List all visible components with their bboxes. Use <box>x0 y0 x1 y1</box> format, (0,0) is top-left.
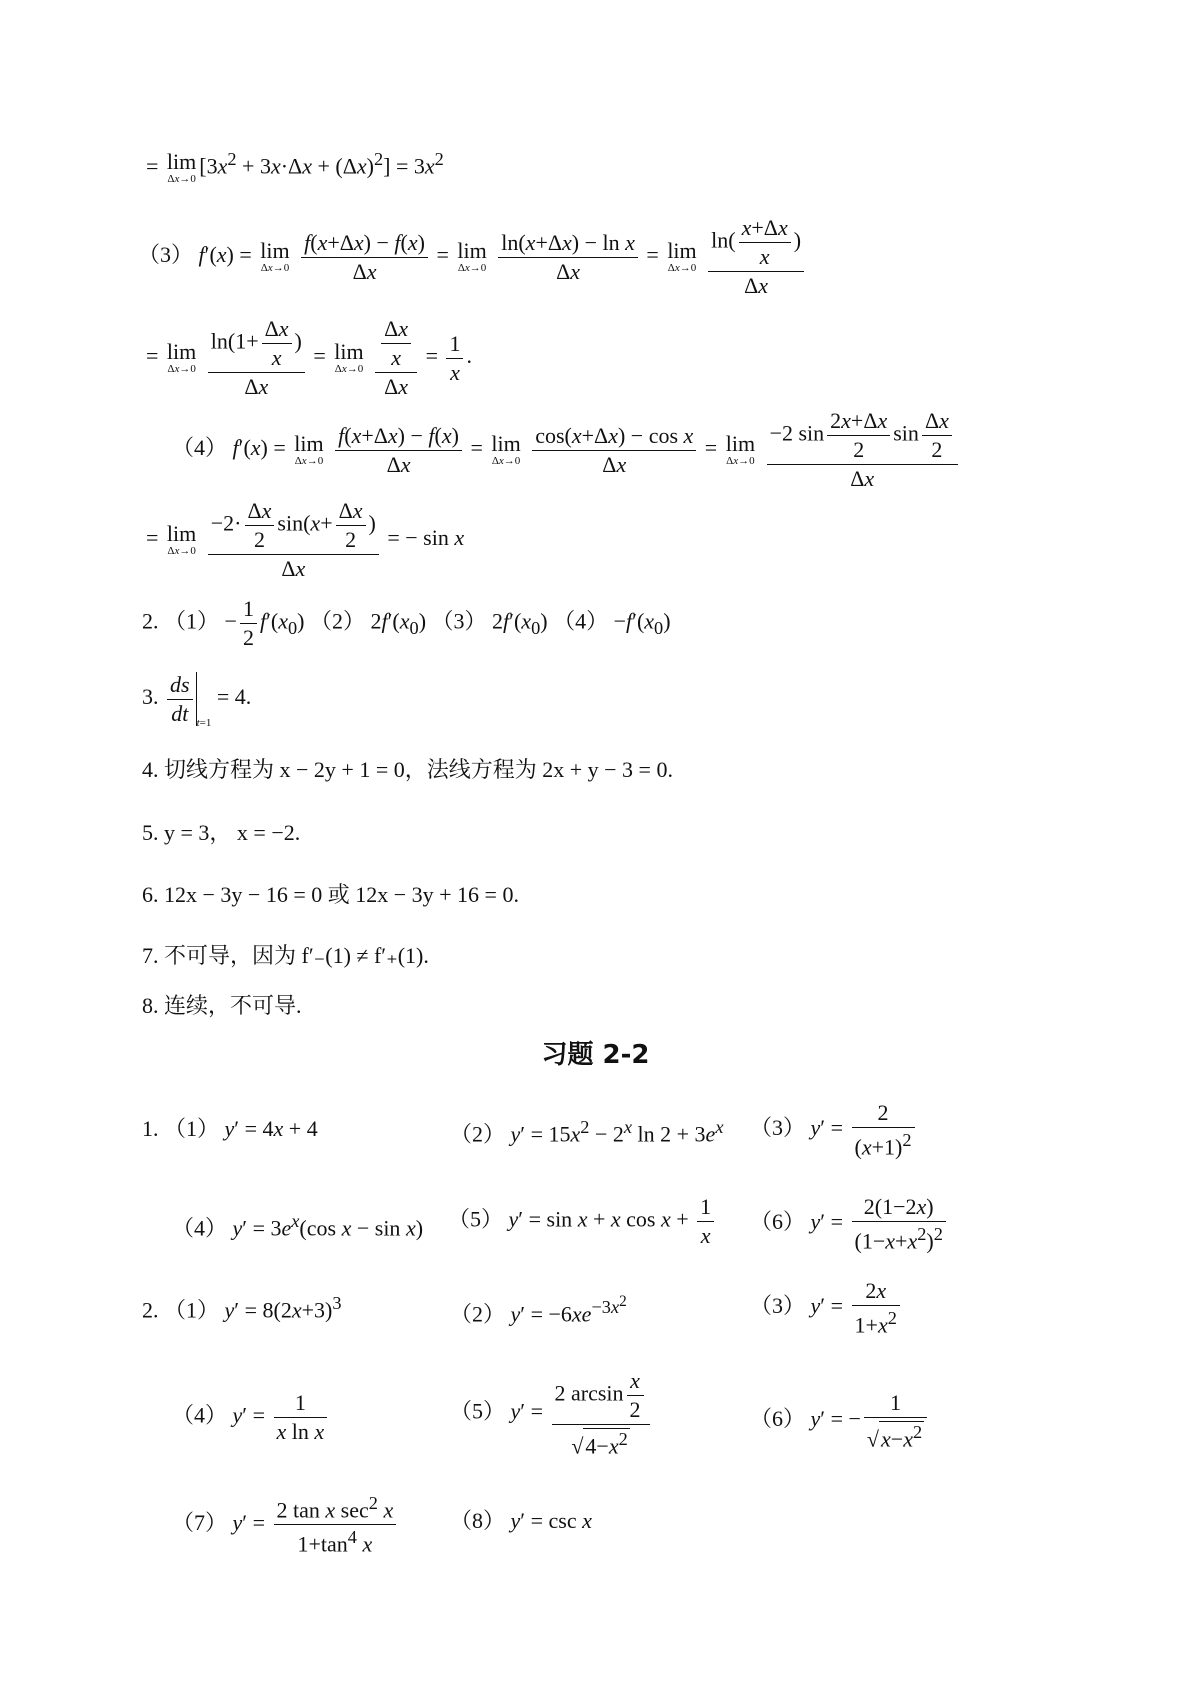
eq-part3-line1: （3） f′(x) = lim Δx→0 $\frac{f(x+\Delta x) - f(x)}{\Delta x}$ = lim Δx→0 $\frac{\text{ln(x+Δx) − ln x}}{\Delta x}$ = lim Δx→0 ln( $\frac{x+\Delta x}{x}$ ) Δx <box>138 217 807 297</box>
answer-item-6: 6. 12x − 3y − 16 = 0 或 12x − 3y + 16 = 0. <box>142 882 519 907</box>
eq-part4-line2: = lim Δx→0 −2· $\frac{\Delta x}{2}$ sin(x+ $\frac{\Delta x}{2}$ ) Δx = − sin x <box>146 498 465 581</box>
answer-item-8: 8. 连续，不可导. <box>142 993 302 1018</box>
answer-item-7: 7. 不可导，因为 f′₋(1) ≠ f′₊(1). <box>142 943 429 968</box>
answer-item-3: 3. $\frac{ds}{dt}$ $_{t=1}$ = 4. <box>142 671 252 730</box>
answer-item-2: 2. （1） − $\frac{1}{2}$ $f'(x_0)$ （2） $2f'(x_0)$ （3） $2f'(x_0)$ $(4) -f'(x_0)$ <box>142 596 671 650</box>
section-heading: 习题 2-2 <box>541 1040 650 1070</box>
ex1-part5: （5） y′ = sin x + x cos x + $\frac{1}{x}$ <box>448 1196 717 1247</box>
ex2-part1: 2. （1） $y' = 8(2x+3)^3$ <box>142 1293 342 1323</box>
ex1-part4: （4） $y' = 3e^x(\cos$ x − sin x) <box>172 1211 424 1241</box>
ex1-part6: （6） y′ = $\frac{2(1-2x)}{(1-x+x^2)^2}$ <box>750 1196 949 1252</box>
ex1-part3: （3） y′ = $\frac{2}{(x+1)^2}$ <box>750 1102 918 1158</box>
eq-part4-line1: （4） f′(x) = lim Δx→0 $\frac{f(x+\Delta x) - f(x)}{\Delta x}$ = lim Δx→0 $\frac{\text{cos(x+Δx) − cos x}}{\Delta x}$ = lim Δx→0 −2 sin $\frac{2x+\Delta x}{2}$ sin $\frac{\Delta x}{2}$ Δx <box>172 410 961 490</box>
ex2-part8: （8） y′ = csc x <box>450 1508 592 1533</box>
ex2-part4: （4） y′ = $\frac{1}{\text{x ln x}}$ <box>172 1392 330 1443</box>
answer-item-5: 5. y = 3， x = −2. <box>142 820 301 845</box>
ex2-part3: （3） y′ = $\frac{2x}{1+x^2}$ <box>750 1280 903 1336</box>
ex2-part5: （5） y′ = 2 arcsin $\frac{x}{2}$ $√4-x^2$ <box>450 1370 653 1457</box>
answer-item-4: 4. 切线方程为 x − 2y + 1 = 0，法线方程为 2x + y − 3 = 0. <box>142 757 673 782</box>
eq-part3-line2: = lim Δx→0 ln(1+ $\frac{\Delta x}{x}$ ) Δx = lim Δx→0 $\frac{\frac{\Delta x}{x}}{\Delta x}$ = $\frac{1}{x}$ . <box>146 316 472 399</box>
eq-line-cubic-limit: = lim Δx→0 $[3x^2 + 3x\cdot\Delta x + (\Delta x)^2] = 3x^2$ <box>146 149 444 186</box>
ex1-part1: 1. （1） y′ = 4x + 4 <box>142 1116 318 1141</box>
ex2-part7: （7） y′ = $\frac{2 \tan x \sec^2 x}{1+\tan^4 x}$ <box>172 1494 399 1556</box>
ex2-part6: （6） y′ = − $\frac{1}{√x-x^2}$ <box>750 1392 930 1450</box>
ex1-part2: （2） $y' = 15x^2 - 2^x$ $\ln 2 + 3e^x$ <box>450 1117 724 1147</box>
ex2-part2: （2） $y' = -6xe^{-3x^2}$ <box>450 1293 627 1327</box>
